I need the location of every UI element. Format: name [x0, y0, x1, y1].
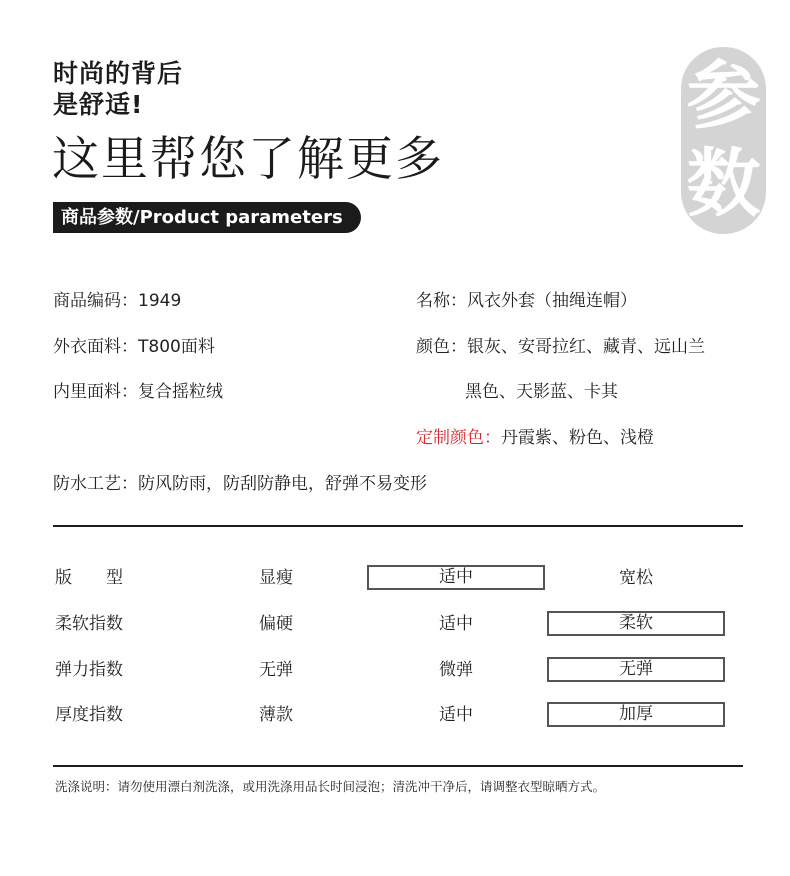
attribute-label: 厚度指数: [55, 705, 123, 725]
tagline-line-2: 是舒适!: [53, 90, 144, 119]
attribute-option-selected: 加厚: [547, 702, 725, 727]
attribute-label: 柔软指数: [55, 614, 123, 634]
divider-bottom: [53, 765, 743, 767]
attribute-option: 无弹: [259, 660, 293, 680]
section-tag: 商品参数/Product parameters: [53, 202, 361, 233]
attribute-option: 薄款: [259, 705, 293, 725]
tagline: [53, 58, 183, 120]
attribute-option: 宽松: [619, 568, 653, 588]
param-outer-fabric: 外衣面料：T800面料: [53, 337, 215, 357]
attribute-option: 显瘦: [259, 568, 293, 588]
care-instructions: 洗涤说明：请勿使用漂白剂洗涤，或用洗涤用品长时间浸泡；清洗冲干净后，请调整衣型晾晒方式。: [55, 779, 606, 794]
custom-color-values: 丹霞紫、粉色、浅橙: [501, 428, 654, 448]
custom-color-label: 定制颜色：: [416, 428, 501, 448]
attribute-option-selected: 无弹: [547, 657, 725, 682]
attribute-option-selected: 适中: [367, 565, 545, 590]
attribute-label: 版 型: [55, 568, 123, 588]
attribute-option: 偏硬: [259, 614, 293, 634]
param-name: 名称：风衣外套（抽绳连帽）: [416, 291, 637, 311]
params-badge: [681, 47, 766, 234]
attribute-option: 适中: [439, 705, 473, 725]
attribute-option: 适中: [439, 614, 473, 634]
param-custom-color: [416, 426, 654, 450]
param-code: 商品编码：1949: [53, 291, 182, 311]
param-color-line-1: 颜色：银灰、安哥拉红、藏青、远山兰: [416, 337, 705, 357]
tagline-line-1: 时尚的背后: [53, 59, 184, 88]
page-headline: 这里帮您了解更多: [52, 132, 444, 187]
divider-top: [53, 525, 743, 527]
param-inner-fabric: 内里面料：复合摇粒绒: [53, 382, 223, 402]
attribute-option: 微弹: [439, 660, 473, 680]
attribute-option-selected: 柔软: [547, 611, 725, 636]
param-waterproof: 防水工艺：防风防雨，防刮防静电，舒弹不易变形: [53, 474, 427, 494]
badge-char-2: 数: [686, 141, 761, 227]
badge-char-1: 参: [686, 53, 761, 139]
param-color-line-2: 黑色、天影蓝、卡其: [465, 382, 618, 402]
attribute-label: 弹力指数: [55, 660, 123, 680]
